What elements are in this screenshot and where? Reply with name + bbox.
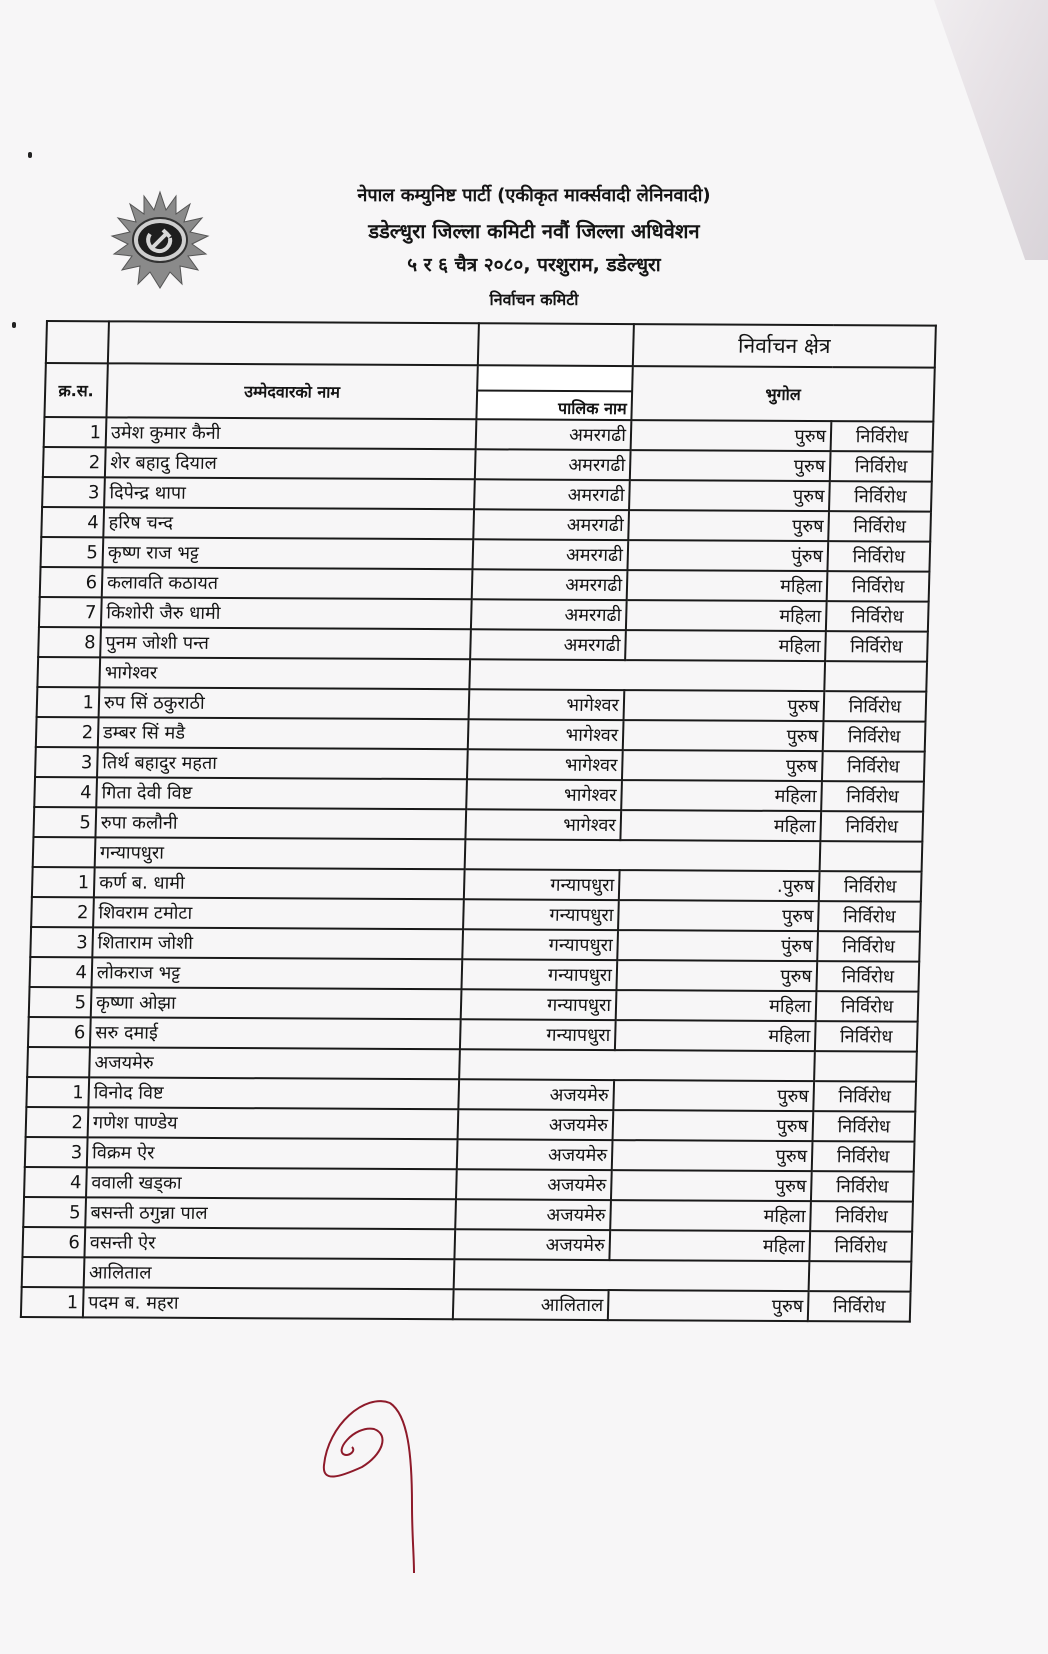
candidate-name: गिता देवी विष्ट (96, 777, 467, 809)
election-status: निर्विरोध (825, 631, 928, 662)
serial-number: 6 (40, 567, 103, 597)
election-status: निर्विरोध (810, 1201, 913, 1232)
palika-name: अमरगढी (473, 509, 629, 540)
palika-name: अमरगढी (474, 479, 630, 510)
organization-title: नेपाल कम्युनिष्ट पार्टी (एकीकृत मार्क्सवादी लेनिनवादी) (357, 185, 711, 206)
candidate-name: वसन्ती ऐर (84, 1227, 455, 1259)
cell-empty (454, 1259, 810, 1291)
table-row (44, 417, 934, 452)
election-status: निर्विरोध (808, 1291, 911, 1322)
palika-name: अमरगढी (470, 629, 626, 660)
candidate-name: तिर्थ बहादुर महता (97, 747, 468, 779)
palika-name: अजयमेरु (457, 1139, 613, 1170)
palika-name: अजयमेरु (456, 1169, 612, 1200)
serial-number: 5 (33, 807, 96, 837)
palika-name: अमरगढी (472, 569, 628, 600)
header-empty (108, 321, 479, 365)
election-status: निर्विरोध (819, 871, 922, 902)
serial-number: 5 (41, 537, 104, 567)
section-header-row (22, 1257, 912, 1292)
candidate-name: उमेश कुमार कैनी (106, 417, 477, 449)
table-row (29, 987, 919, 1022)
header-empty (478, 323, 634, 366)
serial-number: 4 (30, 957, 93, 987)
candidate-name: बसन्ती ठगुन्ना पाल (85, 1197, 456, 1229)
candidate-name: कृष्ण राज भट्ट (103, 537, 474, 569)
candidate-name: रुप सिं ठकुराठी (99, 687, 470, 719)
palika-name: गन्यापधुरा (463, 899, 619, 930)
palika-name: अमरगढी (476, 419, 632, 450)
election-status: निर्विरोध (813, 1111, 916, 1142)
palika-name: अजयमेरु (458, 1109, 614, 1140)
section-title: आलिताल (84, 1257, 455, 1289)
table-row (39, 597, 929, 632)
serial-number: 3 (25, 1137, 88, 1167)
palika-name: भागेश्वर (469, 689, 625, 720)
election-status: निर्विरोध (824, 691, 927, 722)
gender: महिला (621, 780, 822, 811)
election-status: निर्विरोध (826, 601, 929, 632)
table-row (41, 507, 931, 542)
candidate-name: विक्रम ऐर (87, 1137, 458, 1169)
gender: .पुरुष (619, 870, 820, 901)
handwritten-signature (320, 1395, 430, 1575)
candidate-name: लोकराज भट्ट (92, 957, 463, 989)
election-status: निर्विरोध (809, 1231, 912, 1262)
election-status: निर्विरोध (815, 1021, 918, 1052)
candidate-name: हरिष चन्द (103, 507, 474, 539)
serial-number: 4 (24, 1167, 87, 1197)
gender: महिला (610, 1200, 811, 1231)
palika-name: अजयमेरु (454, 1229, 610, 1260)
gender: पुरुष (616, 960, 817, 991)
table-row (36, 717, 926, 752)
section-title: भागेश्वर (99, 657, 470, 689)
serial-number: 2 (36, 717, 99, 747)
gender: महिला (627, 570, 828, 601)
palika-name: गन्यापधुरा (460, 1019, 616, 1050)
election-status: निर्विरोध (812, 1141, 915, 1172)
serial-number: 5 (29, 987, 92, 1017)
candidate-name: रुपा कलौनी (95, 807, 466, 839)
candidate-name: कर्ण ब. धामी (94, 867, 465, 899)
event-title: डडेल्धुरा जिल्ला कमिटी नवौं जिल्ला अधिवेशन (368, 219, 700, 243)
table-row (21, 1287, 911, 1322)
cell-empty (37, 657, 100, 687)
candidate-name: सरु दमाई (90, 1017, 461, 1049)
cell-empty (27, 1047, 90, 1077)
election-status: निर्विरोध (830, 451, 933, 482)
table-row (28, 1017, 918, 1052)
cell-empty (809, 1261, 912, 1292)
serial-number: 3 (30, 927, 93, 957)
table-row (41, 537, 931, 572)
gender: पुरुष (608, 1290, 809, 1321)
gender: महिला (626, 600, 827, 631)
election-status: निर्विरोध (823, 721, 926, 752)
serial-number: 3 (42, 477, 105, 507)
palika-name: भागेश्वर (467, 749, 623, 780)
serial-number: 1 (37, 687, 100, 717)
table-row (33, 807, 923, 842)
gender: महिला (616, 990, 817, 1021)
palika-name: अमरगढी (472, 539, 628, 570)
election-status: निर्विरोध (822, 751, 925, 782)
table-row (34, 777, 924, 812)
election-status: निर्विरोध (828, 511, 931, 542)
header-palika-name: पालिक नाम (476, 365, 632, 420)
palika-name: अजयमेरु (455, 1199, 611, 1230)
table-row (37, 687, 927, 722)
serial-number: 4 (34, 777, 97, 807)
serial-number: 5 (23, 1197, 86, 1227)
committee-title: निर्वाचन कमिटी (489, 290, 579, 309)
palika-name: गन्यापधुरा (464, 869, 620, 900)
table-row (31, 897, 921, 932)
header-empty (46, 321, 109, 363)
candidate-name: शिताराम जोशी (92, 927, 463, 959)
table-row (24, 1167, 914, 1202)
serial-number: 1 (44, 417, 107, 447)
table-row (22, 1227, 912, 1262)
serial-number: 1 (21, 1287, 84, 1317)
gender: पुरुष (629, 480, 830, 511)
date-place-line: ५ र ६ चैत्र २०८०, परशुराम, डडेल्धुरा (407, 254, 661, 276)
gender: पुरुष (618, 900, 819, 931)
serial-number: 6 (28, 1017, 91, 1047)
table-row (26, 1107, 916, 1142)
table-row (32, 867, 922, 902)
candidate-name: ववाली खड्का (86, 1167, 457, 1199)
gender: पुरुष (622, 750, 823, 781)
candidate-table (20, 320, 937, 1323)
palika-name: गन्यापधुरा (461, 989, 617, 1020)
palika-name: अमरगढी (471, 599, 627, 630)
header-geography: भुगोल (631, 366, 934, 422)
serial-number: 1 (26, 1077, 89, 1107)
candidate-name: कलावति कठायत (102, 567, 473, 599)
punch-mark (28, 152, 32, 158)
serial-number: 2 (26, 1107, 89, 1137)
table-header-row (44, 363, 934, 422)
gender: महिला (609, 1230, 810, 1261)
table-row (23, 1197, 913, 1232)
candidate-name: पदम ब. महरा (83, 1287, 454, 1319)
cell-empty (33, 837, 96, 867)
section-header-row (37, 657, 927, 692)
gender: महिला (615, 1020, 816, 1051)
candidate-name: विनोद विष्ट (88, 1077, 459, 1109)
cell-empty (469, 659, 825, 691)
serial-number: 8 (38, 627, 101, 657)
candidate-name: शिवराम टमोटा (93, 897, 464, 929)
cell-empty (820, 841, 923, 872)
election-status: निर्विरोध (816, 991, 919, 1022)
table-row (35, 747, 925, 782)
election-status: निर्विरोध (818, 901, 921, 932)
gender: पुंरुष (627, 540, 828, 571)
gender: पुंरुष (617, 930, 818, 961)
gender: महिला (620, 810, 821, 841)
candidate-name: कृष्णा ओझा (91, 987, 462, 1019)
candidate-name: गणेश पाण्डेय (88, 1107, 459, 1139)
palika-name: अजयमेरु (458, 1079, 614, 1110)
serial-number: 2 (43, 447, 106, 477)
palika-name: गन्यापधुरा (461, 959, 617, 990)
gender: पुरुष (611, 1170, 812, 1201)
palika-name: गन्यापधुरा (462, 929, 618, 960)
header-serial: क्र.स. (44, 363, 107, 417)
election-status: निर्विरोध (813, 1081, 916, 1112)
serial-number: 2 (31, 897, 94, 927)
election-status: निर्विरोध (827, 541, 930, 572)
cell-empty (814, 1051, 917, 1082)
palika-name: भागेश्वर (466, 779, 622, 810)
table-row (38, 627, 928, 662)
candidate-name: शेर बहादु दियाल (105, 447, 476, 479)
cell-empty (459, 1049, 815, 1081)
gender: पुरुष (631, 420, 832, 451)
table-row (43, 447, 933, 482)
table-row (26, 1077, 916, 1112)
gender: पुरुष (628, 510, 829, 541)
serial-number: 7 (39, 597, 102, 627)
palika-name: आलिताल (453, 1289, 609, 1320)
gender: महिला (625, 630, 826, 661)
cell-empty (465, 839, 821, 871)
election-status: निर्विरोध (811, 1171, 914, 1202)
table-row (30, 957, 920, 992)
table-header-row-top (46, 321, 936, 368)
candidate-name: किशोरी जैरु धामी (101, 597, 472, 629)
table-row (40, 567, 930, 602)
election-status: निर्विरोध (820, 811, 923, 842)
gender: पुरुष (613, 1110, 814, 1141)
cell-empty (22, 1257, 85, 1287)
gender: पुरुष (630, 450, 831, 481)
election-status: निर्विरोध (817, 931, 920, 962)
gender: पुरुष (624, 690, 825, 721)
serial-number: 1 (32, 867, 95, 897)
palika-name: भागेश्वर (465, 809, 621, 840)
election-status: निर्विरोध (829, 481, 932, 512)
serial-number: 4 (41, 507, 104, 537)
gender: पुरुष (612, 1140, 813, 1171)
election-status: निर्विरोध (831, 421, 934, 452)
serial-number: 3 (35, 747, 98, 777)
gender: पुरुष (623, 720, 824, 751)
table-row (42, 477, 932, 512)
candidate-name: पुनम जोशी पन्त (100, 627, 471, 659)
header-constituency: निर्वाचन क्षेत्र (633, 324, 936, 368)
serial-number: 6 (22, 1227, 85, 1257)
table-body (21, 417, 933, 1322)
table-row (25, 1137, 915, 1172)
section-title: अजयमेरु (89, 1047, 460, 1079)
header-candidate-name: उम्मेदवारको नाम (106, 363, 477, 419)
punch-mark (12, 322, 16, 328)
palika-name: अमरगढी (475, 449, 631, 480)
section-header-row (33, 837, 923, 872)
gender: पुरुष (613, 1080, 814, 1111)
election-status: निर्विरोध (816, 961, 919, 992)
section-title: गन्यापधुरा (95, 837, 466, 869)
election-status: निर्विरोध (821, 781, 924, 812)
table-row (30, 927, 920, 962)
candidate-name: दिपेन्द्र थापा (104, 477, 475, 509)
cell-empty (824, 661, 927, 692)
section-header-row (27, 1047, 917, 1082)
election-status: निर्विरोध (827, 571, 930, 602)
palika-name: भागेश्वर (468, 719, 624, 750)
candidate-name: डम्बर सिं मडै (98, 717, 469, 749)
